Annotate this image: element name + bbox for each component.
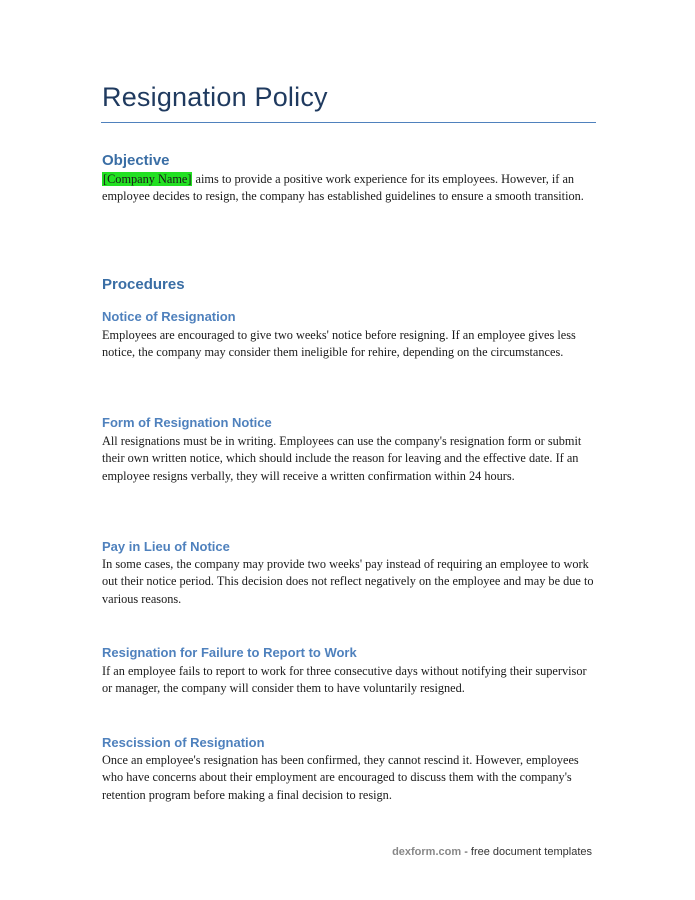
notice-of-resignation-heading: Notice of Resignation [102,309,236,324]
company-name-placeholder[interactable]: [Company Name] [103,172,192,186]
failure-to-report-heading: Resignation for Failure to Report to Work [102,645,357,660]
footer [392,846,592,858]
procedures-heading: Procedures [102,276,185,293]
form-of-resignation-notice-text: All resignations must be in writing. Employees can use the company's resignation form or submit their own written notice, which should include the reason for leaving and the effective date. If an employee resigns verbally, they will receive a written confirmation within 24 hours. [102,434,582,483]
footer-tagline: free document templates [470,846,592,858]
rescission-text: Once an employee's resignation has been confirmed, they cannot rescind it. However, employees who have concerns about their employment are encouraged to discuss them with the company's retention program before making a final decision to resign. [102,753,579,802]
footer-brand-link[interactable]: dexform.com [392,846,462,858]
failure-to-report-text: If an employee fails to report to work for three consecutive days without notifying their supervisor or manager, the company will consider them to have voluntarily resigned. [102,664,587,696]
pay-in-lieu-text: In some cases, the company may provide two weeks' pay instead of requiring an employee to work out their notice period. This decision does not reflect negatively on the employee and may be due to various reasons. [102,557,594,606]
title-divider [101,122,596,123]
pay-in-lieu-heading: Pay in Lieu of Notice [102,539,230,554]
notice-of-resignation-text: Employees are encouraged to give two weeks' notice before resigning. If an employee gives less notice, the company may consider them ineligible for rehire, depending on the circumstances. [102,328,576,360]
footer-separator: - [461,846,471,858]
rescission-heading: Rescission of Resignation [102,735,265,750]
document-title: Resignation Policy [102,82,328,112]
objective-paragraph [102,171,594,206]
objective-heading: Objective [102,152,170,169]
form-of-resignation-notice-heading: Form of Resignation Notice [102,415,272,430]
objective-text: aims to provide a positive work experience for its employees. However, if an employee decides to resign, the company has established guidelines to ensure a smooth transition. [102,172,584,204]
